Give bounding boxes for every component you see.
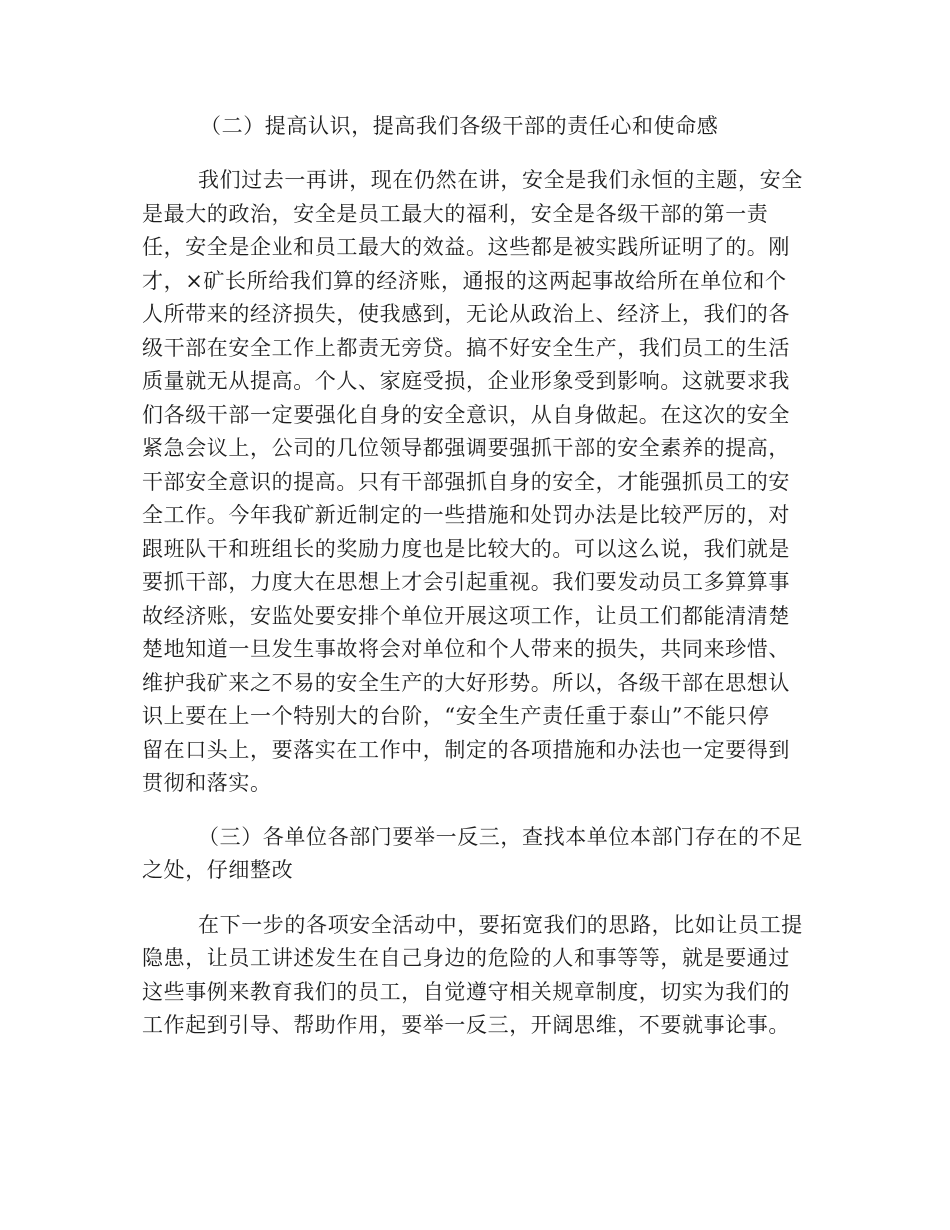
paragraph-line: 质量就无从提高。个人、家庭受损，企业形象受到影响。这就要求我 [142, 369, 790, 393]
paragraph-line: 维护我矿来之不易的安全生产的大好形势。所以，各级干部在思想认 [142, 670, 790, 695]
paragraph-line: 故经济账，安监处要安排个单位开展这项工作，让员工们都能清清楚 [142, 603, 790, 628]
paragraph-line: 们各级干部一定要强化自身的安全意识，从自身做起。在这次的安全 [142, 402, 790, 427]
paragraph-line: 级干部在安全工作上都责无旁贷。搞不好安全生产，我们员工的生活 [142, 335, 790, 360]
section-heading-3 [142, 821, 808, 887]
paragraph-line: 识上要在上一个特别大的台阶，“安全生产责任重于泰山”不能只停 [142, 704, 770, 728]
paragraph-2 [142, 909, 808, 1043]
section-heading-2: （二）提高认识，提高我们各级干部的责任心和使命感 [200, 114, 719, 138]
paragraph-line: 是最大的政治，安全是员工最大的福利，安全是各级干部的第一责 [142, 201, 769, 226]
paragraph-line: 贯彻和落实。 [142, 771, 272, 795]
heading-line: （三）各单位各部门要举一反三，查找本单位本部门存在的不足 [198, 824, 803, 849]
paragraph-line: 工作起到引导、帮助作用，要举一反三，开阔思维，不要就事论事。 [142, 1013, 790, 1037]
paragraph-line: 隐患，让员工讲述发生在自己身边的危险的人和事等等，就是要通过 [142, 946, 790, 970]
paragraph-line: 人所带来的经济损失，使我感到，无论从政治上、经济上，我们的各 [142, 302, 790, 326]
paragraph-line: 全工作。今年我矿新近制定的一些措施和处罚办法是比较严厉的，对 [142, 503, 790, 527]
paragraph-1 [142, 164, 808, 801]
paragraph-line: 这些事例来教育我们的员工，自觉遵守相关规章制度，切实为我们的 [142, 979, 790, 1004]
paragraph-line: 跟班队干和班组长的奖励力度也是比较大的。可以这么说，我们就是 [142, 536, 790, 561]
paragraph-line: 我们过去一再讲，现在仍然在讲，安全是我们永恒的主题，安全 [198, 168, 803, 192]
paragraph-line: 才，×矿长所给我们算的经济账，通报的这两起事故给所在单位和个 [142, 268, 787, 293]
paragraph-line: 楚地知道一旦发生事故将会对单位和个人带来的损失，共同来珍惜、 [142, 637, 790, 661]
paragraph-line: 留在口头上，要落实在工作中，制定的各项措施和办法也一定要得到 [142, 737, 790, 762]
paragraph-line: 任，安全是企业和员工最大的效益。这些都是被实践所证明了的。刚 [142, 235, 790, 259]
paragraph-line: 干部安全意识的提高。只有干部强抓自身的安全，才能强抓员工的安 [142, 469, 790, 494]
heading-line: 之处，仔细整改 [142, 857, 294, 882]
paragraph-line: 紧急会议上，公司的几位领导都强调要强抓干部的安全素养的提高， [142, 436, 790, 460]
paragraph-line: 在下一步的各项安全活动中，要拓宽我们的思路，比如让员工提 [198, 912, 803, 937]
paragraph-line: 要抓干部，力度大在思想上才会引起重视。我们要发动员工多算算事 [142, 570, 790, 594]
document-page [142, 110, 808, 1043]
